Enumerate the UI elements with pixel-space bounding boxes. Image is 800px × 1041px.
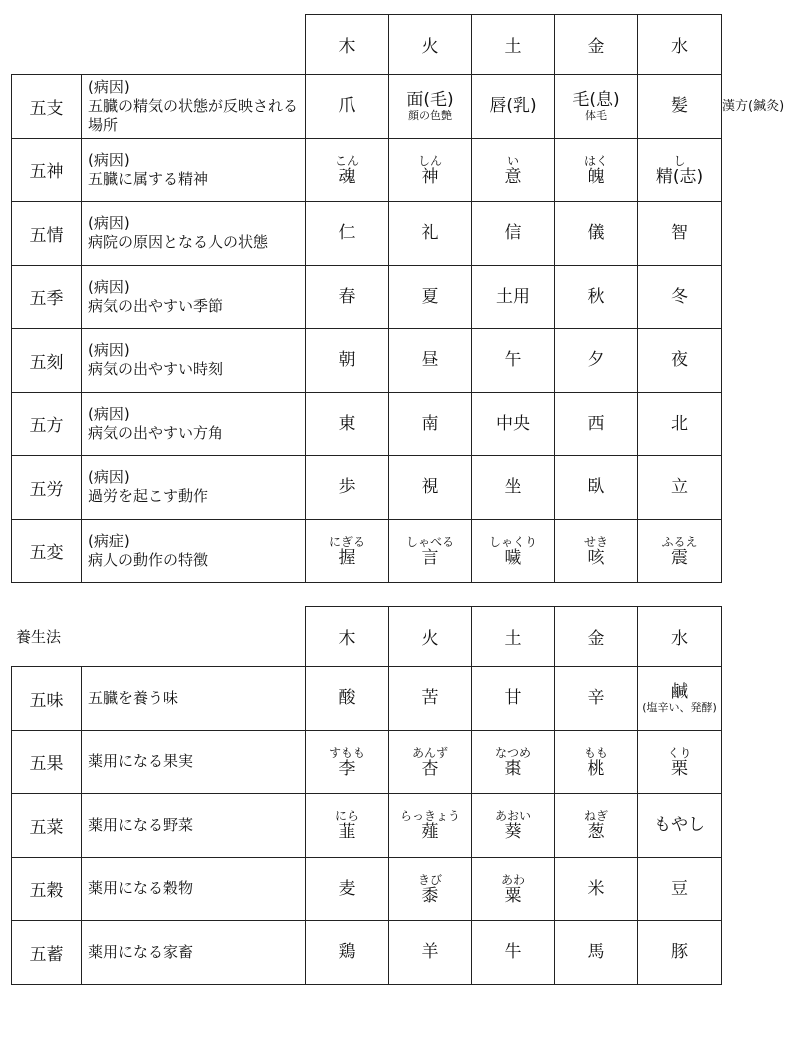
value-text: 礼 [421,223,439,244]
value-cell [555,456,638,520]
value-text: 髪 [671,96,688,117]
description-cell [82,519,306,583]
value-text: 牛 [504,942,522,963]
value-text: 智 [671,223,688,244]
description-tag: (病症) [88,531,130,550]
table-row [12,794,722,858]
value-text: 昼 [421,350,439,371]
value-text: 棗 [504,758,522,779]
header-wood: 木 [306,607,389,667]
reading-text: はく [583,153,608,168]
table-row [12,329,722,393]
value-text: 杏 [421,758,439,779]
header-earth: 土 [472,607,555,667]
value-note: 体毛 [585,108,607,122]
value-text: 夕 [587,350,605,371]
description-text: 病人の動作の特徴 [88,550,209,569]
reading-text: らっきょう [399,809,460,824]
value-text: 午 [504,350,522,371]
description-cell [82,75,306,139]
value-text: 精(志) [655,166,704,187]
value-text: 魂 [338,166,356,187]
value-text: 夏 [421,286,439,307]
category-cell: 五刻 [12,329,82,393]
five-elements-table [11,14,722,583]
value-text: 韮 [338,822,356,843]
description-text: 病気の出やすい季節 [88,296,224,315]
table-row [12,519,722,583]
value-cell [638,265,722,329]
value-cell [389,730,472,794]
value-text: 儀 [587,223,605,244]
description-cell [82,794,306,858]
description-cell [82,138,306,202]
reading-text: こん [334,153,359,168]
value-text: 西 [587,413,605,434]
description-cell [82,329,306,393]
reading-text: ねぎ [583,809,608,824]
header-blank [12,15,306,75]
value-cell [472,857,555,921]
value-cell [472,667,555,731]
value-text: 馬 [587,942,605,963]
value-cell [389,329,472,393]
value-text: 葱 [587,822,605,843]
value-text: 米 [587,878,605,899]
value-text: 臥 [587,477,605,498]
value-text: 朝 [338,350,356,371]
value-cell [638,138,722,202]
reading-text: にぎる [328,534,365,549]
value-cell [472,921,555,985]
value-cell [555,730,638,794]
reading-text: あわ [500,872,525,887]
value-cell [555,857,638,921]
value-cell [389,667,472,731]
value-text: 咳 [587,547,605,568]
value-cell [306,730,389,794]
description-tag: (病因) [88,150,130,169]
value-cell [389,138,472,202]
value-text: 歩 [338,477,356,498]
value-cell [638,456,722,520]
reading-text: せき [583,534,608,549]
value-text: 南 [421,413,439,434]
category-cell: 五情 [12,202,82,266]
description-cell [82,667,306,731]
value-cell [638,519,722,583]
value-text: 爪 [338,96,356,117]
value-cell [638,667,722,731]
value-cell [638,75,722,139]
value-cell [472,392,555,456]
description-text: 薬用になる家畜 [88,942,194,961]
value-text: 噦 [504,547,522,568]
description-text: 五臓に属する精神 [88,169,209,188]
reading-text: にら [334,809,359,824]
value-text: 薤 [421,822,439,843]
category-cell: 五神 [12,138,82,202]
value-text: 李 [338,758,356,779]
value-cell [555,265,638,329]
category-cell: 五方 [12,392,82,456]
value-cell [306,265,389,329]
reading-text: きび [417,872,442,887]
table-row [12,265,722,329]
category-cell: 五穀 [12,857,82,921]
value-cell [306,519,389,583]
value-text: 毛(息) [572,89,620,110]
value-cell [306,857,389,921]
header-row [12,15,722,75]
value-cell [306,456,389,520]
reading-text: くり [667,745,692,760]
description-tag: (病因) [88,468,130,487]
value-cell [555,138,638,202]
description-tag: (病因) [88,277,130,296]
description-cell [82,202,306,266]
value-text: もやし [654,815,705,836]
reading-text: なつめ [494,745,531,760]
value-cell [389,857,472,921]
value-cell [555,202,638,266]
value-cell [306,921,389,985]
value-cell [389,794,472,858]
category-cell: 五労 [12,456,82,520]
value-cell [555,75,638,139]
value-cell [472,730,555,794]
value-cell [638,202,722,266]
description-cell [82,456,306,520]
value-cell [555,667,638,731]
value-text: 秋 [587,286,605,307]
value-cell [306,138,389,202]
value-cell [389,75,472,139]
description-text: 薬用になる野菜 [88,815,194,834]
description-text: 過労を起こす動作 [88,487,209,506]
header-fire: 火 [389,15,472,75]
value-text: 鹹 [671,681,688,702]
reading-text: しん [417,153,442,168]
category-cell: 五味 [12,667,82,731]
value-text: 立 [671,477,688,498]
value-note: (塩辛い、発酵) [642,700,717,714]
value-cell [638,921,722,985]
description-cell [82,392,306,456]
value-cell [472,794,555,858]
table-row [12,730,722,794]
value-note: 顔の色艶 [408,108,452,122]
value-cell [306,75,389,139]
reading-text: い [506,153,519,168]
value-text: 粟 [504,885,522,906]
value-text: 土用 [496,286,530,307]
value-cell [389,202,472,266]
value-cell [638,392,722,456]
value-text: 震 [671,547,688,568]
value-text: 視 [421,477,439,498]
value-text: 栗 [671,758,688,779]
table-row [12,138,722,202]
value-text: 意 [504,166,522,187]
value-text: 冬 [671,286,688,307]
reading-text: しゃべる [405,534,454,549]
value-cell [306,392,389,456]
value-cell [472,202,555,266]
value-text: 信 [504,223,522,244]
value-cell [638,857,722,921]
value-text: 酸 [338,688,356,709]
value-text: 唇(乳) [489,96,537,117]
header-fire: 火 [389,607,472,667]
value-text: 言 [421,547,439,568]
description-text: 五臓の精気の状態が反映される場所 [88,96,299,134]
header-wood: 木 [306,15,389,75]
value-cell [389,265,472,329]
value-text: 葵 [504,822,522,843]
reading-text: あおい [494,809,531,824]
value-cell [638,329,722,393]
description-cell [82,730,306,794]
yojo-table [11,606,722,985]
value-text: 辛 [587,688,605,709]
value-text: 魄 [587,166,605,187]
description-tag: (病因) [88,214,130,233]
category-cell: 五支 [12,75,82,139]
reading-text: すもも [328,745,365,760]
table-row [12,202,722,266]
value-cell [472,265,555,329]
value-text: 面(毛) [406,89,454,110]
category-cell: 五蓄 [12,921,82,985]
table-row [12,392,722,456]
description-text: 病気の出やすい時刻 [88,360,224,379]
value-cell [306,202,389,266]
reading-text: あんず [411,745,448,760]
header-row [12,607,722,667]
value-cell [472,456,555,520]
description-cell [82,265,306,329]
value-text: 豆 [671,878,688,899]
value-text: 神 [421,166,439,187]
header-water: 水 [638,15,722,75]
category-cell: 五変 [12,519,82,583]
description-text: 五臓を養う味 [88,688,179,707]
description-tag: (病因) [88,404,130,423]
header-water: 水 [638,607,722,667]
category-cell: 五果 [12,730,82,794]
value-cell [306,329,389,393]
reading-text: もも [583,745,608,760]
table-row [12,667,722,731]
value-cell [389,456,472,520]
value-text: 夜 [671,350,688,371]
value-text: 仁 [338,223,356,244]
value-cell [306,794,389,858]
value-cell [555,329,638,393]
description-text: 薬用になる穀物 [88,879,194,898]
header-metal: 金 [555,607,638,667]
value-text: 麦 [338,878,356,899]
description-text: 病院の原因となる人の状態 [88,233,269,252]
header-earth: 土 [472,15,555,75]
value-cell [472,519,555,583]
table-row [12,857,722,921]
value-text: 中央 [496,413,530,434]
category-cell: 五季 [12,265,82,329]
value-text: 羊 [421,942,439,963]
description-tag: (病因) [88,77,130,96]
value-text: 桃 [587,758,605,779]
value-text: 坐 [504,477,522,498]
reading-text: ふるえ [661,534,698,549]
side-note: 漢方(鍼灸) [722,99,785,114]
table-row [12,456,722,520]
category-cell: 五菜 [12,794,82,858]
value-cell [555,794,638,858]
value-cell [389,921,472,985]
value-text: 東 [338,413,356,434]
value-cell [555,921,638,985]
value-cell [472,329,555,393]
description-cell [82,921,306,985]
reading-text: しゃくり [488,534,537,549]
value-cell [389,519,472,583]
value-text: 甘 [504,688,522,709]
description-text: 薬用になる果実 [88,752,194,771]
value-cell [472,138,555,202]
value-text: 鶏 [338,942,356,963]
value-text: 苦 [421,688,439,709]
value-cell [555,519,638,583]
table-caption: 養生法 [16,628,62,646]
value-cell [472,75,555,139]
value-cell [638,794,722,858]
value-text: 春 [338,286,356,307]
value-cell [555,392,638,456]
table-row [12,921,722,985]
table-row [12,75,722,139]
header-metal: 金 [555,15,638,75]
value-text: 黍 [421,885,439,906]
value-cell [638,730,722,794]
value-cell [389,392,472,456]
value-text: 北 [671,413,688,434]
description-cell [82,857,306,921]
value-cell [306,667,389,731]
reading-text: し [673,153,686,168]
value-text: 豚 [671,942,688,963]
description-tag: (病因) [88,341,130,360]
value-text: 握 [338,547,356,568]
description-text: 病気の出やすい方角 [88,423,224,442]
